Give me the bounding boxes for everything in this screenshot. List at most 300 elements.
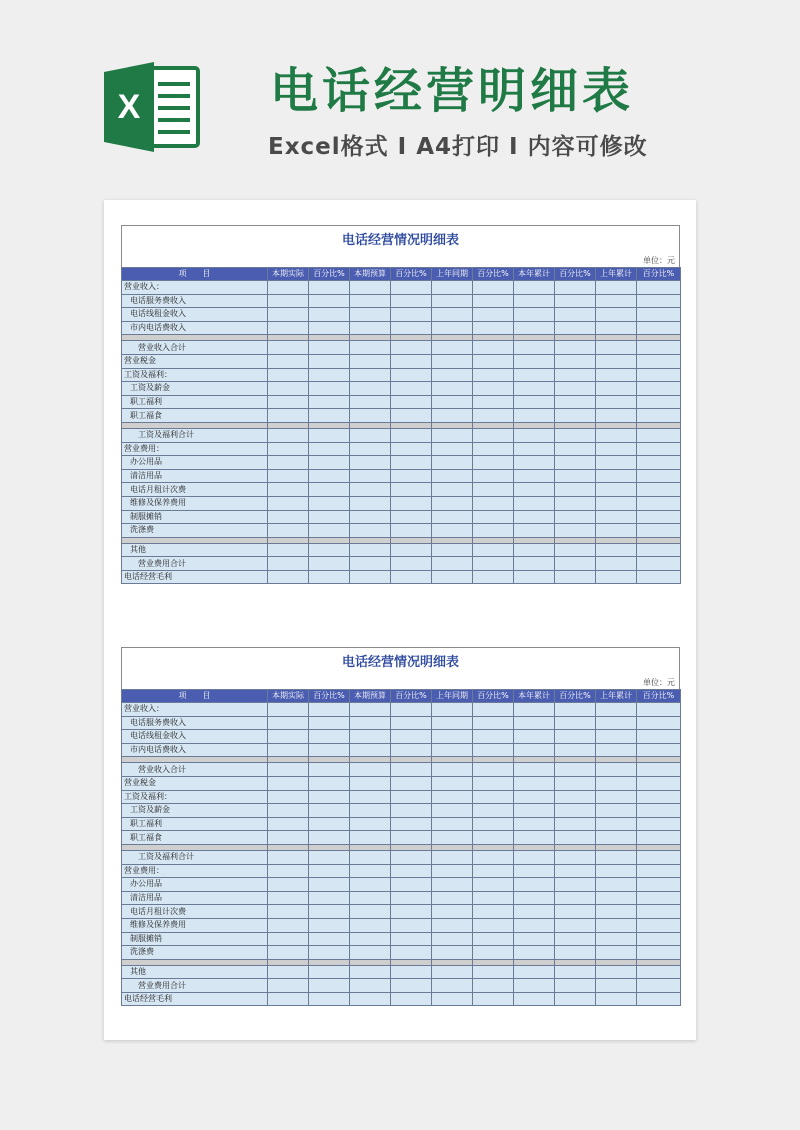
value-cell[interactable]: [391, 442, 432, 456]
value-cell[interactable]: [555, 946, 596, 960]
value-cell[interactable]: [473, 905, 514, 919]
row-label-cell[interactable]: 电话线租金收入: [122, 308, 268, 322]
value-cell[interactable]: [637, 763, 681, 777]
value-cell[interactable]: [268, 341, 309, 355]
value-cell[interactable]: [432, 496, 473, 510]
value-cell[interactable]: [309, 716, 350, 730]
value-cell[interactable]: [432, 368, 473, 382]
value-cell[interactable]: [637, 992, 681, 1006]
value-cell[interactable]: [596, 456, 637, 470]
row-label-cell[interactable]: 职工福食: [122, 831, 268, 845]
value-cell[interactable]: [309, 965, 350, 979]
value-cell[interactable]: [637, 341, 681, 355]
row-label-cell[interactable]: 营业收入：: [122, 281, 268, 295]
value-cell[interactable]: [268, 831, 309, 845]
value-cell[interactable]: [637, 850, 681, 864]
row-label-cell[interactable]: 其他: [122, 543, 268, 557]
value-cell[interactable]: [596, 850, 637, 864]
value-cell[interactable]: [514, 946, 555, 960]
row-label-cell[interactable]: 营业收入合计: [122, 763, 268, 777]
value-cell[interactable]: [473, 428, 514, 442]
value-cell[interactable]: [473, 557, 514, 571]
row-label-cell[interactable]: 电话月租计次费: [122, 905, 268, 919]
value-cell[interactable]: [309, 932, 350, 946]
value-cell[interactable]: [473, 850, 514, 864]
value-cell[interactable]: [268, 308, 309, 322]
value-cell[interactable]: [268, 483, 309, 497]
value-cell[interactable]: [350, 483, 391, 497]
row-label-cell[interactable]: 营业收入合计: [122, 341, 268, 355]
value-cell[interactable]: [596, 763, 637, 777]
value-cell[interactable]: [637, 570, 681, 584]
value-cell[interactable]: [514, 321, 555, 335]
value-cell[interactable]: [637, 368, 681, 382]
value-cell[interactable]: [473, 382, 514, 396]
row-label-cell[interactable]: 市内电话费收入: [122, 321, 268, 335]
value-cell[interactable]: [391, 354, 432, 368]
value-cell[interactable]: [514, 294, 555, 308]
value-cell[interactable]: [391, 905, 432, 919]
value-cell[interactable]: [350, 557, 391, 571]
value-cell[interactable]: [596, 831, 637, 845]
value-cell[interactable]: [596, 354, 637, 368]
value-cell[interactable]: [473, 979, 514, 993]
value-cell[interactable]: [391, 992, 432, 1006]
value-cell[interactable]: [350, 395, 391, 409]
value-cell[interactable]: [309, 321, 350, 335]
value-cell[interactable]: [391, 918, 432, 932]
value-cell[interactable]: [596, 341, 637, 355]
value-cell[interactable]: [391, 524, 432, 538]
value-cell[interactable]: [637, 864, 681, 878]
value-cell[interactable]: [350, 409, 391, 423]
value-cell[interactable]: [473, 294, 514, 308]
value-cell[interactable]: [309, 496, 350, 510]
value-cell[interactable]: [432, 703, 473, 717]
value-cell[interactable]: [596, 382, 637, 396]
value-cell[interactable]: [514, 905, 555, 919]
value-cell[interactable]: [637, 557, 681, 571]
row-label-cell[interactable]: 清洁用品: [122, 891, 268, 905]
value-cell[interactable]: [596, 321, 637, 335]
value-cell[interactable]: [391, 281, 432, 295]
value-cell[interactable]: [473, 790, 514, 804]
value-cell[interactable]: [391, 831, 432, 845]
value-cell[interactable]: [555, 510, 596, 524]
value-cell[interactable]: [473, 570, 514, 584]
value-cell[interactable]: [473, 510, 514, 524]
value-cell[interactable]: [432, 308, 473, 322]
value-cell[interactable]: [309, 510, 350, 524]
value-cell[interactable]: [350, 570, 391, 584]
value-cell[interactable]: [268, 281, 309, 295]
value-cell[interactable]: [309, 368, 350, 382]
value-cell[interactable]: [514, 804, 555, 818]
value-cell[interactable]: [350, 946, 391, 960]
value-cell[interactable]: [432, 456, 473, 470]
value-cell[interactable]: [596, 905, 637, 919]
value-cell[interactable]: [596, 294, 637, 308]
row-label-cell[interactable]: 工资及福利合计: [122, 850, 268, 864]
value-cell[interactable]: [555, 850, 596, 864]
value-cell[interactable]: [350, 817, 391, 831]
value-cell[interactable]: [268, 804, 309, 818]
value-cell[interactable]: [637, 409, 681, 423]
value-cell[interactable]: [309, 395, 350, 409]
value-cell[interactable]: [555, 308, 596, 322]
row-label-cell[interactable]: 工资及福利：: [122, 790, 268, 804]
value-cell[interactable]: [555, 442, 596, 456]
value-cell[interactable]: [473, 354, 514, 368]
value-cell[interactable]: [350, 790, 391, 804]
value-cell[interactable]: [350, 428, 391, 442]
value-cell[interactable]: [637, 428, 681, 442]
value-cell[interactable]: [432, 524, 473, 538]
value-cell[interactable]: [309, 524, 350, 538]
value-cell[interactable]: [555, 730, 596, 744]
value-cell[interactable]: [514, 442, 555, 456]
value-cell[interactable]: [432, 965, 473, 979]
value-cell[interactable]: [637, 442, 681, 456]
value-cell[interactable]: [350, 992, 391, 1006]
value-cell[interactable]: [637, 817, 681, 831]
value-cell[interactable]: [432, 321, 473, 335]
value-cell[interactable]: [514, 891, 555, 905]
value-cell[interactable]: [268, 891, 309, 905]
value-cell[interactable]: [596, 878, 637, 892]
value-cell[interactable]: [350, 932, 391, 946]
value-cell[interactable]: [432, 341, 473, 355]
value-cell[interactable]: [432, 483, 473, 497]
value-cell[interactable]: [555, 891, 596, 905]
value-cell[interactable]: [268, 878, 309, 892]
value-cell[interactable]: [268, 992, 309, 1006]
value-cell[interactable]: [596, 496, 637, 510]
value-cell[interactable]: [432, 831, 473, 845]
value-cell[interactable]: [555, 918, 596, 932]
value-cell[interactable]: [514, 524, 555, 538]
value-cell[interactable]: [350, 281, 391, 295]
row-label-cell[interactable]: 清洁用品: [122, 469, 268, 483]
value-cell[interactable]: [514, 878, 555, 892]
value-cell[interactable]: [268, 368, 309, 382]
value-cell[interactable]: [637, 965, 681, 979]
value-cell[interactable]: [473, 730, 514, 744]
value-cell[interactable]: [596, 716, 637, 730]
value-cell[interactable]: [268, 703, 309, 717]
value-cell[interactable]: [637, 382, 681, 396]
value-cell[interactable]: [473, 456, 514, 470]
value-cell[interactable]: [391, 368, 432, 382]
value-cell[interactable]: [473, 965, 514, 979]
row-label-cell[interactable]: 电话服务费收入: [122, 294, 268, 308]
value-cell[interactable]: [473, 776, 514, 790]
value-cell[interactable]: [514, 368, 555, 382]
row-label-cell[interactable]: 电话线租金收入: [122, 730, 268, 744]
value-cell[interactable]: [637, 395, 681, 409]
value-cell[interactable]: [268, 790, 309, 804]
value-cell[interactable]: [309, 992, 350, 1006]
value-cell[interactable]: [350, 469, 391, 483]
value-cell[interactable]: [268, 469, 309, 483]
value-cell[interactable]: [309, 776, 350, 790]
value-cell[interactable]: [637, 716, 681, 730]
value-cell[interactable]: [473, 543, 514, 557]
value-cell[interactable]: [473, 395, 514, 409]
value-cell[interactable]: [309, 354, 350, 368]
value-cell[interactable]: [596, 730, 637, 744]
value-cell[interactable]: [637, 730, 681, 744]
value-cell[interactable]: [637, 496, 681, 510]
value-cell[interactable]: [637, 946, 681, 960]
value-cell[interactable]: [350, 776, 391, 790]
value-cell[interactable]: [391, 557, 432, 571]
value-cell[interactable]: [268, 510, 309, 524]
value-cell[interactable]: [596, 790, 637, 804]
value-cell[interactable]: [309, 918, 350, 932]
value-cell[interactable]: [432, 743, 473, 757]
value-cell[interactable]: [637, 743, 681, 757]
row-label-cell[interactable]: 办公用品: [122, 878, 268, 892]
value-cell[interactable]: [637, 891, 681, 905]
value-cell[interactable]: [514, 557, 555, 571]
value-cell[interactable]: [596, 469, 637, 483]
value-cell[interactable]: [596, 409, 637, 423]
value-cell[interactable]: [432, 510, 473, 524]
value-cell[interactable]: [268, 730, 309, 744]
value-cell[interactable]: [514, 543, 555, 557]
value-cell[interactable]: [432, 946, 473, 960]
value-cell[interactable]: [555, 965, 596, 979]
value-cell[interactable]: [391, 395, 432, 409]
value-cell[interactable]: [391, 483, 432, 497]
value-cell[interactable]: [391, 543, 432, 557]
row-label-cell[interactable]: 营业税金: [122, 776, 268, 790]
row-label-cell[interactable]: 制服摊销: [122, 932, 268, 946]
value-cell[interactable]: [391, 294, 432, 308]
value-cell[interactable]: [268, 918, 309, 932]
value-cell[interactable]: [514, 743, 555, 757]
value-cell[interactable]: [268, 557, 309, 571]
value-cell[interactable]: [555, 496, 596, 510]
value-cell[interactable]: [350, 442, 391, 456]
value-cell[interactable]: [391, 456, 432, 470]
value-cell[interactable]: [555, 763, 596, 777]
value-cell[interactable]: [555, 294, 596, 308]
value-cell[interactable]: [596, 395, 637, 409]
value-cell[interactable]: [596, 817, 637, 831]
value-cell[interactable]: [555, 354, 596, 368]
value-cell[interactable]: [637, 510, 681, 524]
value-cell[interactable]: [432, 979, 473, 993]
value-cell[interactable]: [268, 932, 309, 946]
value-cell[interactable]: [473, 703, 514, 717]
value-cell[interactable]: [473, 368, 514, 382]
value-cell[interactable]: [268, 763, 309, 777]
row-label-cell[interactable]: 洗涤费: [122, 524, 268, 538]
value-cell[interactable]: [473, 891, 514, 905]
value-cell[interactable]: [350, 763, 391, 777]
value-cell[interactable]: [555, 570, 596, 584]
value-cell[interactable]: [637, 294, 681, 308]
value-cell[interactable]: [309, 743, 350, 757]
value-cell[interactable]: [514, 979, 555, 993]
value-cell[interactable]: [555, 469, 596, 483]
value-cell[interactable]: [350, 341, 391, 355]
value-cell[interactable]: [391, 743, 432, 757]
row-label-cell[interactable]: 工资及福利合计: [122, 428, 268, 442]
value-cell[interactable]: [637, 878, 681, 892]
value-cell[interactable]: [268, 442, 309, 456]
value-cell[interactable]: [555, 368, 596, 382]
value-cell[interactable]: [555, 543, 596, 557]
value-cell[interactable]: [596, 776, 637, 790]
value-cell[interactable]: [555, 932, 596, 946]
value-cell[interactable]: [350, 368, 391, 382]
value-cell[interactable]: [309, 979, 350, 993]
value-cell[interactable]: [637, 456, 681, 470]
value-cell[interactable]: [309, 946, 350, 960]
value-cell[interactable]: [473, 992, 514, 1006]
value-cell[interactable]: [596, 281, 637, 295]
value-cell[interactable]: [432, 281, 473, 295]
value-cell[interactable]: [309, 409, 350, 423]
value-cell[interactable]: [268, 946, 309, 960]
value-cell[interactable]: [473, 308, 514, 322]
value-cell[interactable]: [268, 716, 309, 730]
value-cell[interactable]: [596, 804, 637, 818]
row-label-cell[interactable]: 维修及保养费用: [122, 918, 268, 932]
value-cell[interactable]: [391, 850, 432, 864]
value-cell[interactable]: [473, 281, 514, 295]
row-label-cell[interactable]: 电话服务费收入: [122, 716, 268, 730]
value-cell[interactable]: [432, 878, 473, 892]
value-cell[interactable]: [309, 543, 350, 557]
value-cell[interactable]: [637, 831, 681, 845]
value-cell[interactable]: [432, 891, 473, 905]
value-cell[interactable]: [637, 918, 681, 932]
value-cell[interactable]: [514, 428, 555, 442]
value-cell[interactable]: [514, 341, 555, 355]
value-cell[interactable]: [473, 918, 514, 932]
value-cell[interactable]: [637, 703, 681, 717]
value-cell[interactable]: [596, 932, 637, 946]
value-cell[interactable]: [514, 703, 555, 717]
value-cell[interactable]: [268, 965, 309, 979]
value-cell[interactable]: [391, 703, 432, 717]
value-cell[interactable]: [432, 442, 473, 456]
value-cell[interactable]: [637, 308, 681, 322]
value-cell[interactable]: [350, 918, 391, 932]
value-cell[interactable]: [432, 992, 473, 1006]
value-cell[interactable]: [350, 456, 391, 470]
row-label-cell[interactable]: 办公用品: [122, 456, 268, 470]
value-cell[interactable]: [350, 294, 391, 308]
value-cell[interactable]: [473, 932, 514, 946]
value-cell[interactable]: [514, 496, 555, 510]
value-cell[interactable]: [555, 979, 596, 993]
value-cell[interactable]: [391, 469, 432, 483]
value-cell[interactable]: [350, 510, 391, 524]
value-cell[interactable]: [391, 932, 432, 946]
value-cell[interactable]: [473, 716, 514, 730]
value-cell[interactable]: [473, 442, 514, 456]
value-cell[interactable]: [555, 878, 596, 892]
value-cell[interactable]: [555, 456, 596, 470]
value-cell[interactable]: [473, 864, 514, 878]
value-cell[interactable]: [637, 483, 681, 497]
value-cell[interactable]: [473, 831, 514, 845]
value-cell[interactable]: [432, 716, 473, 730]
value-cell[interactable]: [309, 878, 350, 892]
value-cell[interactable]: [350, 850, 391, 864]
value-cell[interactable]: [391, 790, 432, 804]
value-cell[interactable]: [391, 382, 432, 396]
value-cell[interactable]: [637, 524, 681, 538]
value-cell[interactable]: [268, 776, 309, 790]
value-cell[interactable]: [637, 979, 681, 993]
value-cell[interactable]: [309, 763, 350, 777]
value-cell[interactable]: [596, 946, 637, 960]
value-cell[interactable]: [350, 716, 391, 730]
value-cell[interactable]: [637, 281, 681, 295]
value-cell[interactable]: [514, 570, 555, 584]
value-cell[interactable]: [596, 979, 637, 993]
value-cell[interactable]: [596, 992, 637, 1006]
row-label-cell[interactable]: 电话经营毛利: [122, 570, 268, 584]
value-cell[interactable]: [309, 341, 350, 355]
row-label-cell[interactable]: 营业费用合计: [122, 557, 268, 571]
value-cell[interactable]: [309, 456, 350, 470]
value-cell[interactable]: [268, 905, 309, 919]
value-cell[interactable]: [596, 703, 637, 717]
value-cell[interactable]: [350, 831, 391, 845]
value-cell[interactable]: [268, 524, 309, 538]
value-cell[interactable]: [596, 864, 637, 878]
value-cell[interactable]: [309, 850, 350, 864]
value-cell[interactable]: [391, 510, 432, 524]
value-cell[interactable]: [432, 557, 473, 571]
value-cell[interactable]: [596, 965, 637, 979]
value-cell[interactable]: [555, 341, 596, 355]
value-cell[interactable]: [350, 543, 391, 557]
row-label-cell[interactable]: 电话经营毛利: [122, 992, 268, 1006]
row-label-cell[interactable]: 营业费用合计: [122, 979, 268, 993]
value-cell[interactable]: [432, 817, 473, 831]
value-cell[interactable]: [514, 469, 555, 483]
value-cell[interactable]: [473, 804, 514, 818]
value-cell[interactable]: [432, 354, 473, 368]
value-cell[interactable]: [309, 281, 350, 295]
value-cell[interactable]: [473, 743, 514, 757]
value-cell[interactable]: [473, 763, 514, 777]
value-cell[interactable]: [514, 281, 555, 295]
value-cell[interactable]: [391, 979, 432, 993]
value-cell[interactable]: [514, 850, 555, 864]
value-cell[interactable]: [637, 804, 681, 818]
row-label-cell[interactable]: 其他: [122, 965, 268, 979]
value-cell[interactable]: [555, 382, 596, 396]
value-cell[interactable]: [391, 730, 432, 744]
value-cell[interactable]: [268, 294, 309, 308]
value-cell[interactable]: [391, 776, 432, 790]
value-cell[interactable]: [350, 308, 391, 322]
value-cell[interactable]: [432, 864, 473, 878]
value-cell[interactable]: [555, 743, 596, 757]
value-cell[interactable]: [555, 864, 596, 878]
value-cell[interactable]: [391, 763, 432, 777]
value-cell[interactable]: [555, 776, 596, 790]
